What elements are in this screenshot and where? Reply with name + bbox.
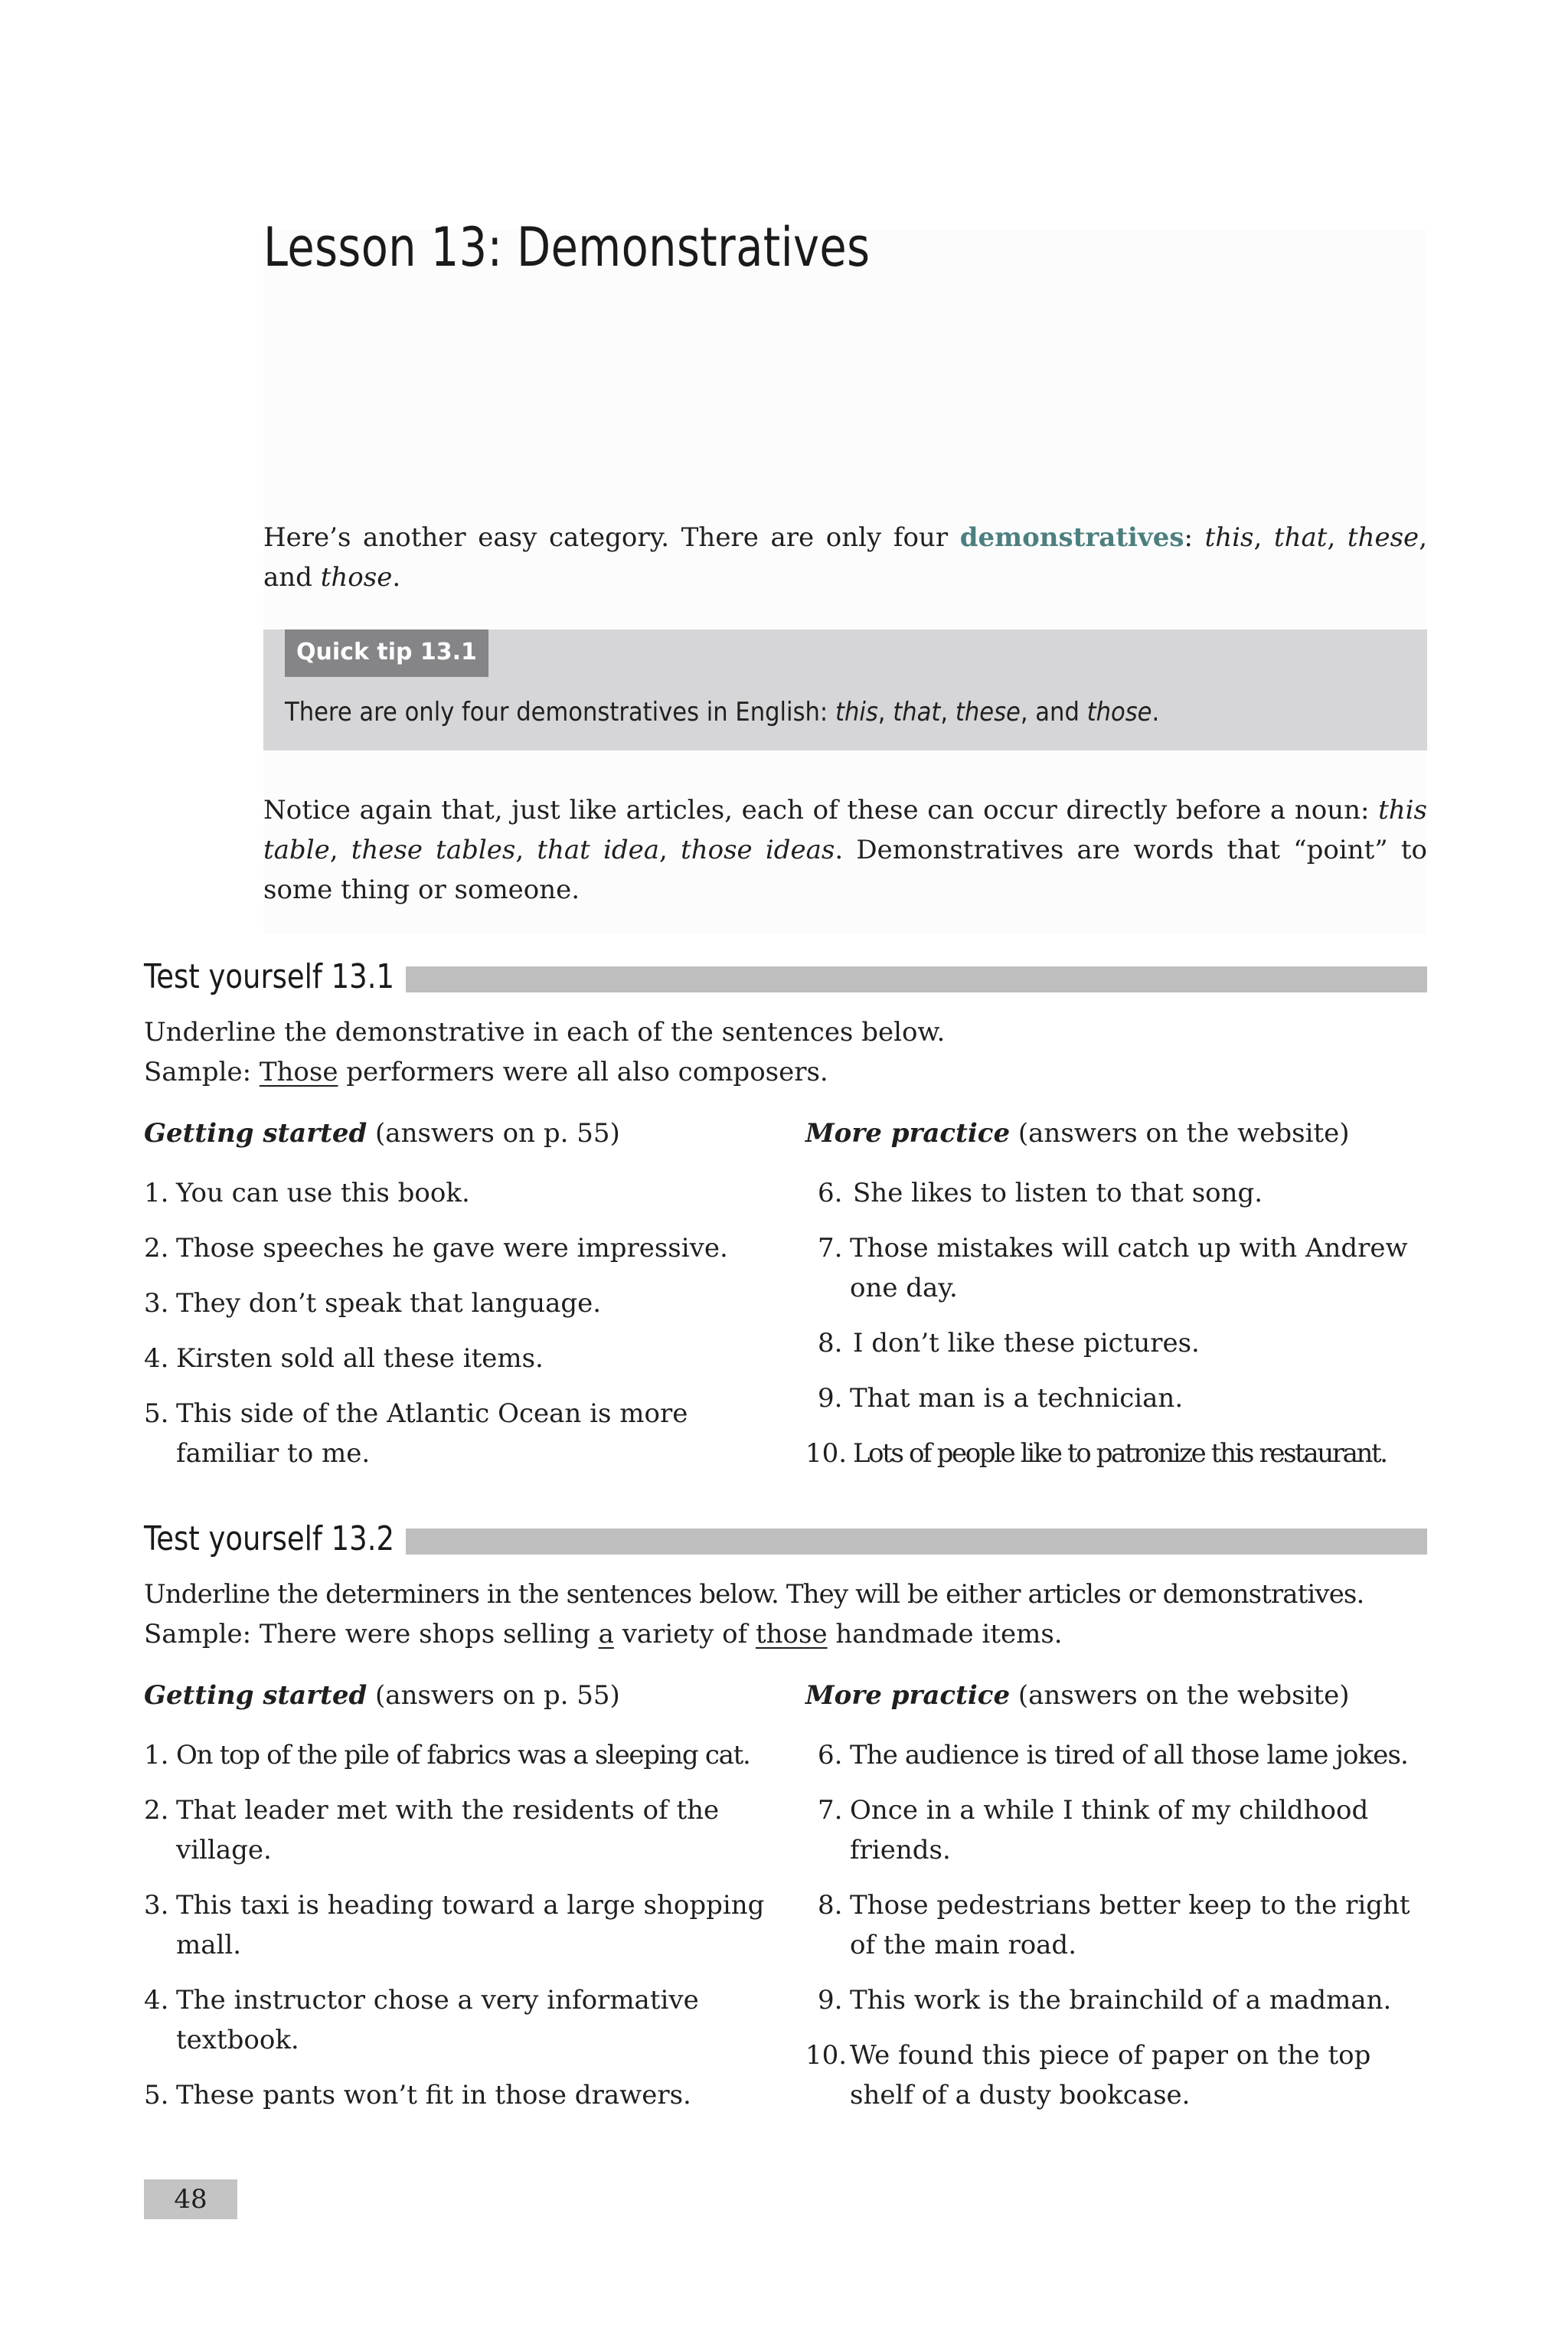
intro-paragraph: Here’s another easy category. There are only four demonstratives: this, that, these, and those.	[263, 522, 1427, 593]
test-2-sample-underlined-2: those	[755, 1619, 828, 1649]
test-2-right-column-header: More practice (answers on the website)	[805, 1680, 1350, 1711]
quick-tip-text: There are only four demonstratives in English: this, that, these, and those.	[285, 697, 1160, 727]
test-1-right-column-header: More practice (answers on the website)	[805, 1118, 1350, 1149]
page-number: 48	[144, 2179, 237, 2219]
test-1-left-column-header: Getting started (answers on p. 55)	[144, 1118, 620, 1149]
quick-tip-label: Quick tip 13.1	[285, 629, 488, 677]
test-2-sample-underlined-1: a	[598, 1619, 614, 1649]
book-page: Lesson 13: Demonstratives Here’s another easy category. There are only four demonstratives: this, that, these, and those. Quick tip 13.1 There are only four demonstratives in English: this, that, these, and those. Notice again that, just like articles, each of these can occur directly before a noun: this table, these tables, that idea, those ideas. Demonstratives are words that “point” to some thing or someone. Test yourself 13.1 Underline the demonstrative in each of the sentences below. Sample: Those performers were all also composers. Getting started (answers on p. 55) More practice (answers on the website) 1. You can use this book. 2. Those speeches he gave were impressive. 3. They don’t speak that language. 4. Kirsten sold all these items. 5. This side of the Atlantic Ocean is more familiar to me. 6. She likes to listen to that song. 7. Those mistakes will catch up with Andrew one day. 8. I don’t like these pictures. 9. That man is a technician. 10. Lots of people like to patronize this restaurant. Test yourself 13.2 Underline the determiners in the sentences below. They will be either articles or demonstratives. Sample: There were shops selling a variety of those handmade items. Getting started (answers on p. 55) More practice (answers on the website) 1. On top of the pile of fabrics was a sleeping cat. 2. That leader met with the residents of the village. 3. This taxi is heading toward a large shopping mall. 4. The instructor chose a very informative textbook. 5. These pants won’t fit in those drawers. 6. The audience is tired of all those lame jokes. 7. Once in a while I think of my childhood friends. 8. Those pedestrians better keep to the right of the main road. 9. This work is the brainchild of a madman. 10. We found this piece of paper on the top shelf of a dusty bookcase. 48	[0, 0, 1568, 2341]
notice-paragraph: Notice again that, just like articles, each of these can occur directly before a noun: this table, these tables, that idea, those ideas. Demonstratives are words that “point” to some thing or someone.	[263, 795, 1427, 905]
test-2-title: Test yourself 13.2	[144, 1519, 394, 1558]
test-2-instruction: Underline the determiners in the sentences below. They will be either articles or demonstratives.	[144, 1579, 1364, 1610]
test-2-title-bar	[406, 1529, 1427, 1555]
test-2-header	[144, 1519, 1427, 1565]
test-1-sample-underlined: Those	[259, 1057, 338, 1087]
lesson-title: Lesson 13: Demonstratives	[263, 216, 871, 279]
quick-tip-box	[263, 629, 1427, 750]
test-1-sample: Sample: Those performers were all also composers.	[144, 1057, 828, 1087]
test-2-left-column-header: Getting started (answers on p. 55)	[144, 1680, 620, 1711]
test-1-header	[144, 957, 1427, 1003]
test-1-title-bar	[406, 966, 1427, 992]
test-1-title: Test yourself 13.1	[144, 957, 394, 996]
keyword-demonstratives: demonstratives	[959, 522, 1184, 553]
test-1-instruction: Underline the demonstrative in each of the sentences below.	[144, 1017, 946, 1048]
test-2-sample: Sample: There were shops selling a variety of those handmade items.	[144, 1619, 1063, 1649]
